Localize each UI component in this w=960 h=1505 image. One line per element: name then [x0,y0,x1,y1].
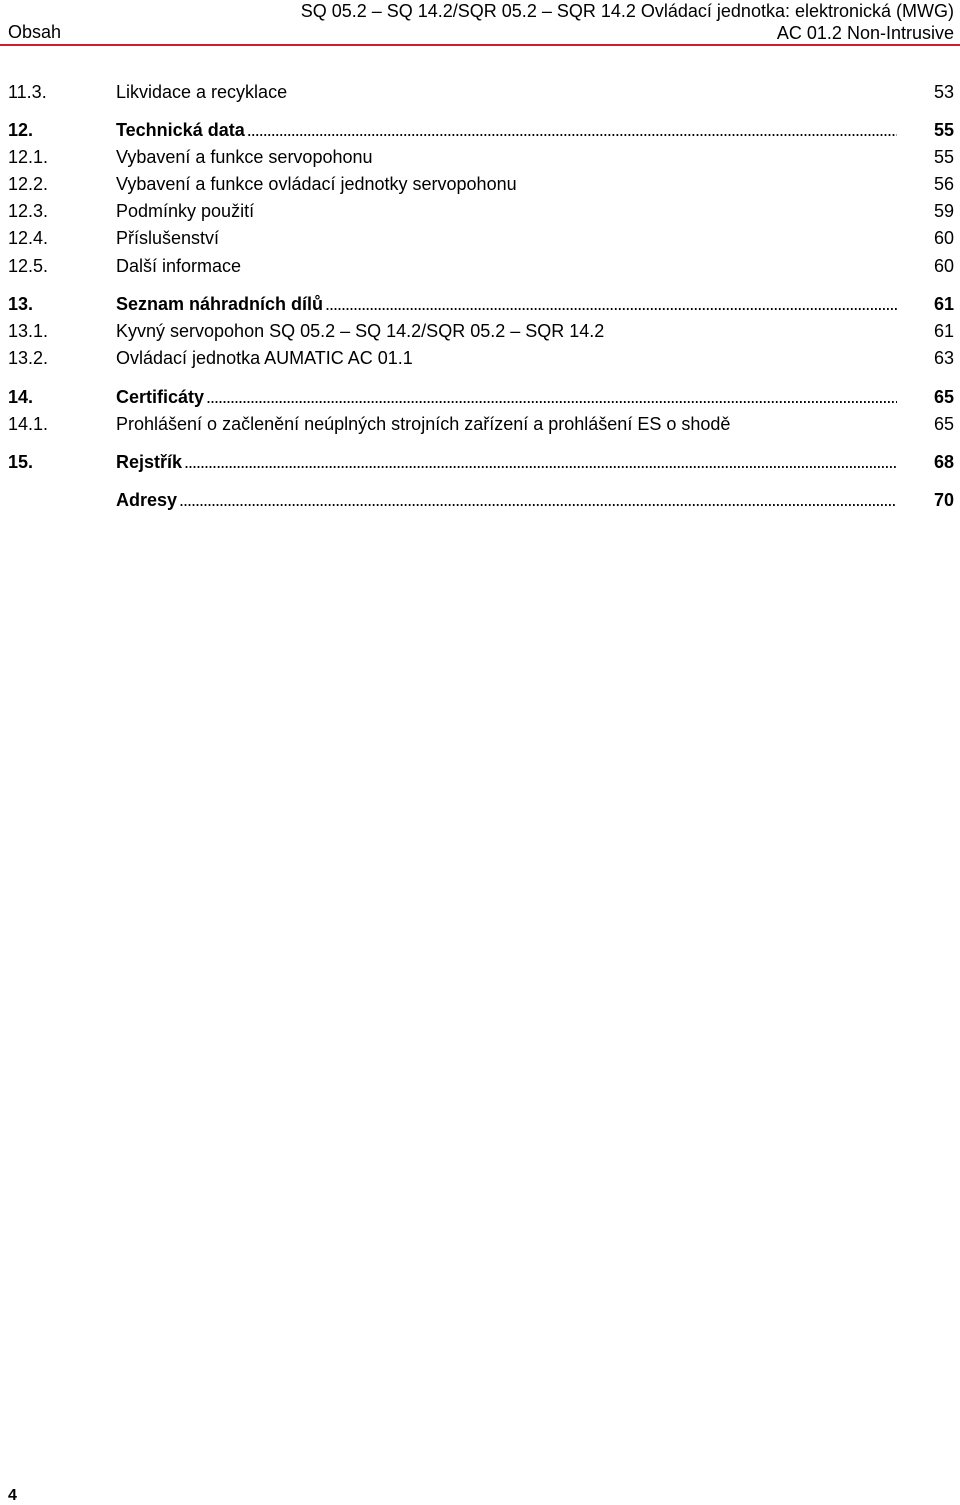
toc-entry-page: 59 [933,201,954,221]
toc-entry[interactable] [0,346,960,370]
page-number: 4 [8,1487,17,1504]
document-title-line2: AC 01.2 Non-Intrusive [776,23,954,43]
toc-entry-number: 13. [8,294,34,314]
toc-entry-page: 65 [933,387,954,407]
toc-entry-page: 60 [933,228,954,248]
toc-entry[interactable] [0,226,960,250]
toc-entry[interactable] [0,450,960,474]
toc-entry-title: Příslušenství [116,228,220,248]
toc-entry-number: 14. [8,387,34,407]
toc-entry[interactable] [0,254,960,278]
toc-entry-title: Likvidace a recyklace [116,82,288,102]
toc-entry-page: 60 [933,256,954,276]
toc-entry-title: Ovládací jednotka AUMATIC AC 01.1 [116,348,413,368]
toc-entry[interactable] [0,319,960,343]
toc-entry-page: 63 [933,348,954,368]
toc-entry[interactable] [0,80,960,104]
toc-entry-number: 12.1. [8,147,49,167]
toc-entry-number: 13.2. [8,348,49,368]
toc-entry-page: 53 [933,82,954,102]
toc-entry-page: 61 [933,294,954,314]
toc-entry-page: 70 [933,490,954,510]
toc-entry-title: Podmínky použití [116,201,255,221]
toc-entry-title: Vybavení a funkce servopohonu [116,147,373,167]
toc-entry-title: Certificáty . . . [116,387,897,407]
toc-entry-title: Technická data . . . [116,120,897,140]
toc-entry-title: Rejstřík . . . [116,452,897,472]
toc-entry-number: 12.4. [8,228,49,248]
toc-entry-page: 61 [933,321,954,341]
document-title-line1: SQ 05.2 – SQ 14.2/SQR 05.2 – SQR 14.2 Ovládací jednotka: elektronická (MWG) [300,1,954,21]
toc-entry-page: 55 [933,147,954,167]
toc-entry[interactable] [0,412,960,436]
toc-entry-page: 68 [933,452,954,472]
toc-entry[interactable] [0,385,960,409]
toc-entry-number: 11.3. [8,82,47,102]
toc-entry-number: 14.1. [8,414,49,434]
toc-entry[interactable] [0,145,960,169]
toc-entry-number: 12.2. [8,174,49,194]
toc-entry-title: Kyvný servopohon SQ 05.2 – SQ 14.2/SQR 05.2 – SQR 14.2 [116,321,605,341]
toc-entry-number: 12. [8,120,34,140]
toc-entry-title: Adresy . . . [116,490,897,510]
toc-entry-title: Prohlášení o začlenění neúplných strojních zařízení a prohlášení ES o shodě [116,414,731,434]
toc-entry-title: Další informace [116,256,242,276]
toc-entry[interactable] [0,199,960,223]
toc-entry-number: 15. [8,452,34,472]
toc-entry-number: 13.1. [8,321,49,341]
toc-entry-number: 12.3. [8,201,49,221]
toc-entry-page: 56 [933,174,954,194]
toc-entry[interactable] [0,292,960,316]
toc-entry-title: Vybavení a funkce ovládací jednotky servopohonu [116,174,517,194]
page-header [0,0,960,46]
document-title [301,0,954,44]
toc-entry[interactable] [0,172,960,196]
toc-entry-page: 55 [933,120,954,140]
toc-entry-number: 12.5. [8,256,49,276]
toc-entry[interactable] [0,118,960,142]
toc-entry-page: 65 [933,414,954,434]
toc-entry[interactable] [0,488,960,512]
section-label: Obsah [8,22,62,42]
toc-entry-title: Seznam náhradních dílů . . . [116,294,897,314]
